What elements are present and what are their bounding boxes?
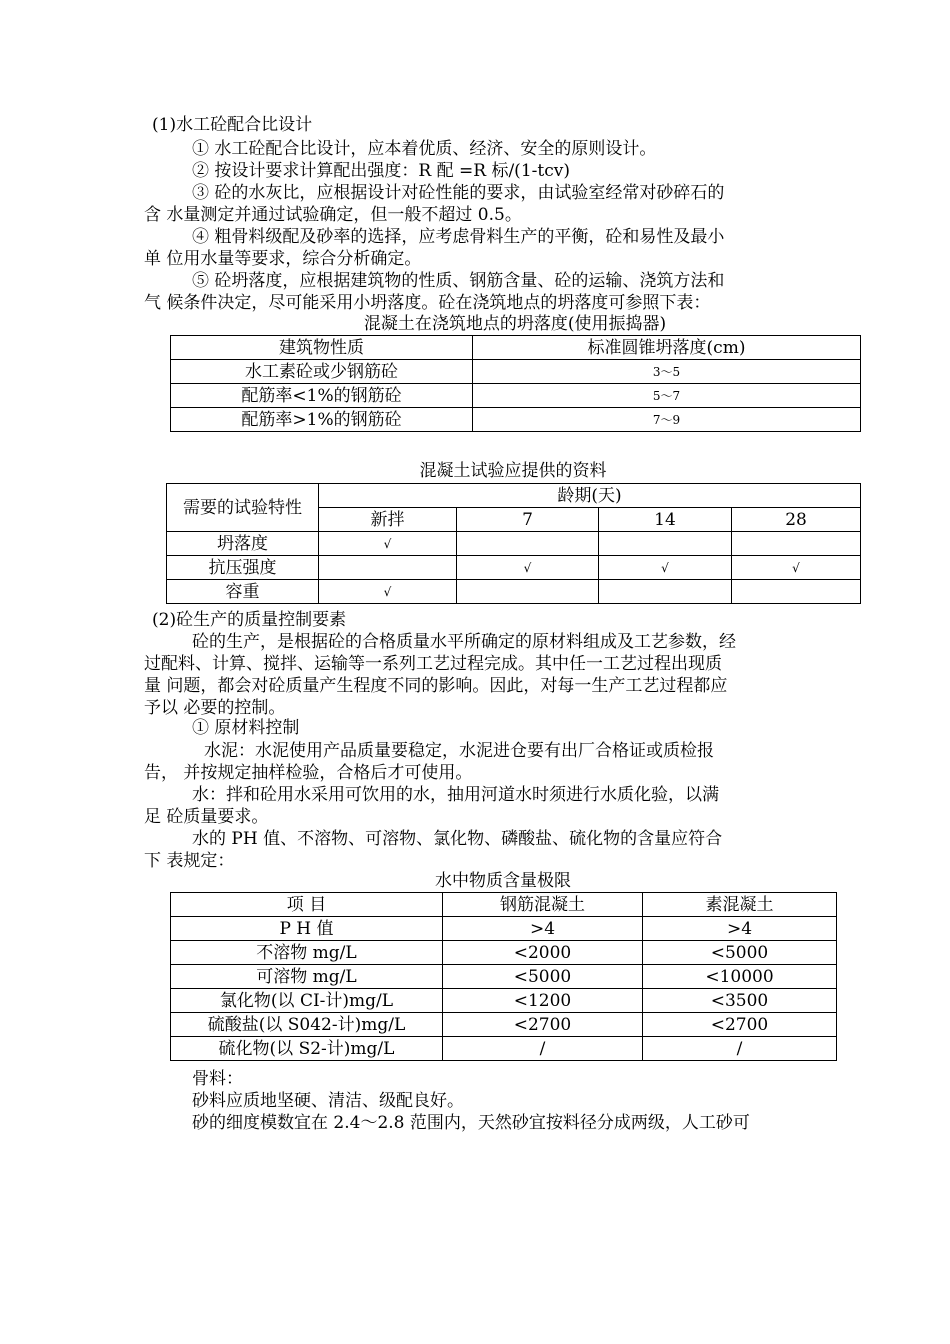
water-line2: 足 砼质量要求。 — [144, 807, 269, 827]
section2-heading: (2)砼生产的质量控制要素 — [152, 610, 347, 630]
check-mark: √ — [732, 556, 861, 580]
section2-para-line2: 过配料、计算、搅拌、运输等一系列工艺过程完成。其中任一工艺过程出现质 — [144, 654, 722, 674]
table2-header-property: 需要的试验特性 — [167, 484, 319, 532]
section1-item1: ① 水工砼配合比设计，应本着优质、经济、安全的原则设计。 — [192, 139, 657, 159]
table3-cell: <10000 — [643, 965, 837, 989]
table2-caption: 混凝土试验应提供的资料 — [419, 461, 607, 481]
table2-row-name: 抗压强度 — [167, 556, 319, 580]
table3-cell: 硫化物(以 S2-计)mg/L — [171, 1037, 443, 1061]
table3-header: 钢筋混凝土 — [443, 893, 643, 917]
section2-para-line3: 量 问题，都会对砼质量产生程度不同的影响。因此，对每一生产工艺过程都应 — [144, 676, 728, 696]
section1-item5-line1: ⑤ 砼坍落度，应根据建筑物的性质、钢筋含量、砼的运输、浇筑方法和 — [192, 271, 725, 291]
aggregate-heading: 骨料： — [192, 1069, 243, 1089]
table3-cell: 可溶物 mg/L — [171, 965, 443, 989]
check-mark — [457, 532, 599, 556]
table2-age: 新拌 — [319, 508, 457, 532]
check-mark: √ — [599, 556, 732, 580]
table3-cell: / — [643, 1037, 837, 1061]
check-mark — [732, 580, 861, 604]
section1-item3-line2: 含 水量测定并通过试验确定，但一般不超过 0.5。 — [144, 205, 522, 225]
water-limit-table — [170, 892, 837, 1061]
table2-age: 28 — [732, 508, 861, 532]
table3-header: 项 目 — [171, 893, 443, 917]
sand-line1: 砂料应质地坚硬、清洁、级配良好。 — [192, 1091, 464, 1111]
table3-cell: 不溶物 mg/L — [171, 941, 443, 965]
table3-cell: <1200 — [443, 989, 643, 1013]
table3-caption: 水中物质含量极限 — [435, 871, 571, 891]
check-mark: √ — [319, 532, 457, 556]
section2-para-line1: 砼的生产，是根据砼的合格质量水平所确定的原材料组成及工艺参数，经 — [192, 632, 736, 652]
section1-item4-line2: 单 位用水量等要求，综合分析确定。 — [144, 249, 422, 269]
section1-item2: ② 按设计要求计算配出强度：R 配 =R 标/(1-tcv) — [192, 161, 570, 181]
table2-row-name: 容重 — [167, 580, 319, 604]
check-mark — [599, 580, 732, 604]
section2-sub1: ① 原材料控制 — [192, 718, 300, 738]
table2-age: 7 — [457, 508, 599, 532]
table1-cell: 配筋率<1%的钢筋砼 — [171, 384, 473, 408]
water-line1: 水：拌和砼用水采用可饮用的水，抽用河道水时须进行水质化验，以满 — [192, 785, 719, 805]
table1-cell: 配筋率>1%的钢筋砼 — [171, 408, 473, 432]
sand-line2: 砂的细度模数宜在 2.4～2.8 范围内，天然砂宜按料径分成两级，人工砂可 — [192, 1113, 750, 1133]
table3-cell: 硫酸盐(以 S042-计)mg/L — [171, 1013, 443, 1037]
table3-cell: <2000 — [443, 941, 643, 965]
table1-cell: 7～9 — [473, 408, 861, 432]
table3-header: 素混凝土 — [643, 893, 837, 917]
table1-header-slump: 标准圆锥坍落度(cm) — [473, 336, 861, 360]
table3-cell: <2700 — [643, 1013, 837, 1037]
table2-age: 14 — [599, 508, 732, 532]
slump-table — [170, 335, 861, 432]
test-data-table — [166, 483, 861, 604]
ph-line1: 水的 PH 值、不溶物、可溶物、氯化物、磷酸盐、硫化物的含量应符合 — [192, 829, 723, 849]
table3-cell: <2700 — [443, 1013, 643, 1037]
table3-cell: 氯化物(以 CI-计)mg/L — [171, 989, 443, 1013]
section1-item5-line2: 气 候条件决定，尽可能采用小坍落度。砼在浇筑地点的坍落度可参照下表： — [144, 293, 711, 313]
table1-header-property: 建筑物性质 — [171, 336, 473, 360]
check-mark — [732, 532, 861, 556]
table1-cell: 3～5 — [473, 360, 861, 384]
table3-cell: / — [443, 1037, 643, 1061]
check-mark — [319, 556, 457, 580]
table3-cell: P H 值 — [171, 917, 443, 941]
table1-caption: 混凝土在浇筑地点的坍落度(使用振捣器) — [363, 314, 667, 334]
table2-row-name: 坍落度 — [167, 532, 319, 556]
table1-cell: 水工素砼或少钢筋砼 — [171, 360, 473, 384]
section1-item3-line1: ③ 砼的水灰比，应根据设计对砼性能的要求，由试验室经常对砂碎石的 — [192, 183, 725, 203]
check-mark — [599, 532, 732, 556]
table3-cell: <5000 — [643, 941, 837, 965]
table2-header-age: 龄期(天) — [319, 484, 861, 508]
check-mark — [457, 580, 599, 604]
cement-line2: 告， 并按规定抽样检验，合格后才可使用。 — [144, 763, 473, 783]
check-mark: √ — [319, 580, 457, 604]
check-mark: √ — [457, 556, 599, 580]
section1-item4-line1: ④ 粗骨料级配及砂率的选择，应考虑骨料生产的平衡，砼和易性及最小 — [192, 227, 725, 247]
table3-cell: <3500 — [643, 989, 837, 1013]
section2-para-line4: 予以 必要的控制。 — [144, 698, 286, 718]
cement-line1: 水泥：水泥使用产品质量要稳定，水泥进仓要有出厂合格证或质检报 — [204, 741, 714, 761]
table3-cell: >4 — [443, 917, 643, 941]
table1-cell: 5～7 — [473, 384, 861, 408]
ph-line2: 下 表规定： — [144, 851, 235, 871]
table3-cell: <5000 — [443, 965, 643, 989]
table3-cell: >4 — [643, 917, 837, 941]
section1-heading: (1)水工砼配合比设计 — [152, 115, 313, 135]
